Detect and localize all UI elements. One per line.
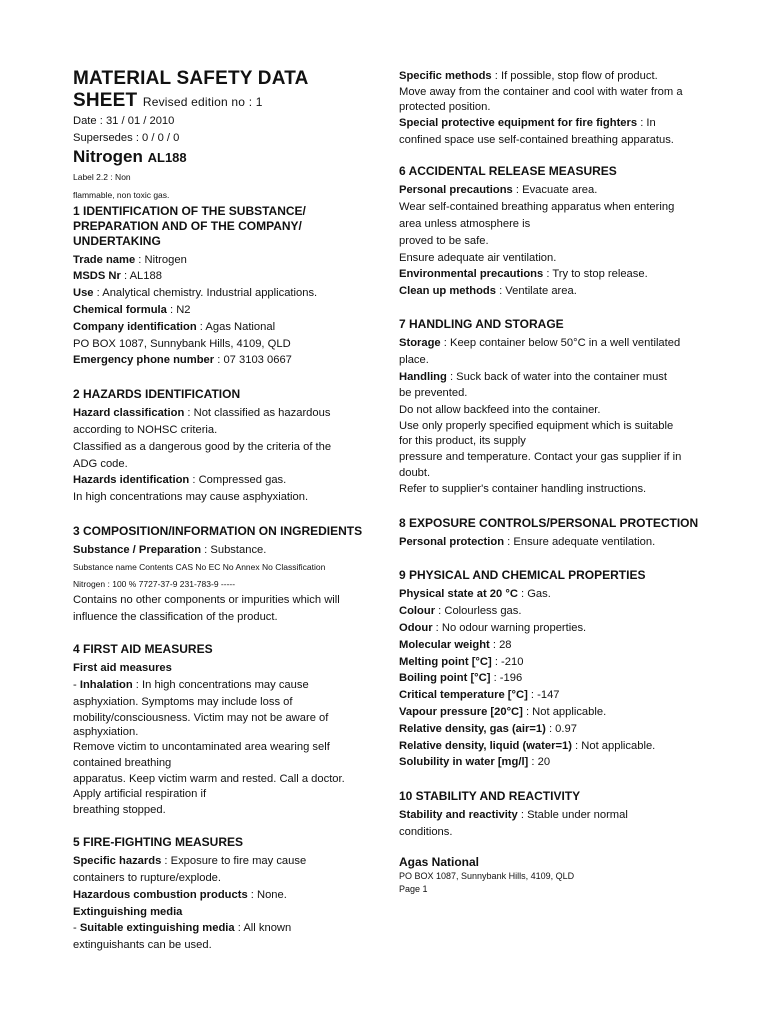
text-line: Apply artificial respiration if <box>73 788 207 801</box>
text-line: proved to be safe. <box>399 234 489 247</box>
property-row: Colour : Colourless gas. <box>399 605 522 618</box>
right-column <box>399 68 699 896</box>
property-row: Melting point [°C] : -210 <box>399 655 524 668</box>
suitable-media-row: - Suitable extinguishing media : All known <box>73 922 292 935</box>
text-line: Move away from the container and cool with water from a <box>399 85 683 98</box>
text-line: Do not allow backfeed into the container. <box>399 404 601 417</box>
hazard-class-row: Hazard classification : Not classified as hazardous <box>73 407 331 420</box>
revised-edition: Revised edition no : 1 <box>142 95 263 109</box>
property-row: Critical temperature [°C] : -147 <box>399 689 560 702</box>
property-row: Relative density, liquid (water=1) : Not applicable. <box>399 739 656 752</box>
page-number: Page 1 <box>399 883 428 894</box>
product-name-row <box>73 147 373 168</box>
fire-fighter-ppe-row: Special protective equipment for fire fighters : In <box>399 116 656 129</box>
text-line: extinguishants can be used. <box>73 939 212 952</box>
storage-row: Storage : Keep container below 50°C in a well ventilated <box>399 336 681 349</box>
text-line: area unless atmosphere is <box>399 217 531 230</box>
document-title <box>73 68 373 113</box>
property-row: Molecular weight : 28 <box>399 638 512 651</box>
section-3-heading: 3 COMPOSITION/INFORMATION ON INGREDIENTS <box>73 523 363 538</box>
text-line: containers to rupture/explode. <box>73 871 222 884</box>
text-line: doubt. <box>399 466 431 479</box>
text-line: ADG code. <box>73 457 128 470</box>
environmental-precautions-row: Environmental precautions : Try to stop release. <box>399 268 648 281</box>
stability-row: Stability and reactivity : Stable under normal <box>399 809 628 822</box>
msds-row: MSDS Nr : AL188 <box>73 270 162 283</box>
footer-address: PO BOX 1087, Sunnybank Hills, 4109, QLD <box>399 870 575 881</box>
handling-row: Handling : Suck back of water into the container must <box>399 370 667 383</box>
text-line: asphyxiation. <box>73 725 139 738</box>
composition-table-header: Substance name Contents CAS No EC No Annex No Classification <box>73 561 326 572</box>
property-row: Relative density, gas (air=1) : 0.97 <box>399 722 577 735</box>
text-line: mobility/consciousness. Victim may not be aware of <box>73 711 329 724</box>
emergency-phone-row: Emergency phone number : 07 3103 0667 <box>73 354 292 367</box>
text-line: Ensure adequate air ventilation. <box>399 251 557 264</box>
personal-protection-row: Personal protection : Ensure adequate ventilation. <box>399 535 656 548</box>
product-name: Nitrogen <box>73 146 143 166</box>
text-line: asphyxiation. Symptoms may include loss of <box>73 695 293 708</box>
specific-methods-row: Specific methods : If possible, stop flow of product. <box>399 70 658 82</box>
section-5-heading: 5 FIRE-FIGHTING MEASURES <box>73 835 244 850</box>
property-row: Odour : No odour warning properties. <box>399 621 587 634</box>
section-7-heading: 7 HANDLING AND STORAGE <box>399 316 564 331</box>
composition-table-row: Nitrogen : 100 % 7727-37-9 231-783-9 ----- <box>73 578 236 589</box>
left-column <box>73 68 373 954</box>
text-line: Refer to supplier's container handling instructions. <box>399 482 647 495</box>
text-line: place. <box>399 353 429 366</box>
text-line: Use only properly specified equipment which is suitable <box>399 419 674 432</box>
property-row: Physical state at 20 °C : Gas. <box>399 588 551 601</box>
inhalation-row: - Inhalation : In high concentrations may cause <box>73 679 309 692</box>
company-row: Company identification : Agas National <box>73 320 276 333</box>
date: Date : 31 / 01 / 2010 <box>73 115 175 127</box>
first-aid-subheading: First aid measures <box>73 662 172 675</box>
clean-up-methods-row: Clean up methods : Ventilate area. <box>399 285 577 298</box>
text-line: breathing stopped. <box>73 804 166 817</box>
text-line: influence the classification of the product. <box>73 610 278 623</box>
text-line: Remove victim to uncontaminated area wearing self <box>73 740 330 753</box>
section-2-heading: 2 HAZARDS IDENTIFICATION <box>73 387 241 402</box>
supersedes: Supersedes : 0 / 0 / 0 <box>73 131 180 144</box>
property-row: Vapour pressure [20°C] : Not applicable. <box>399 705 607 718</box>
company-address: PO BOX 1087, Sunnybank Hills, 4109, QLD <box>73 337 291 350</box>
text-line: according to NOHSC criteria. <box>73 423 218 436</box>
section-4-heading: 4 FIRST AID MEASURES <box>73 642 213 657</box>
hazard-ident-row: Hazards identification : Compressed gas. <box>73 474 287 487</box>
properties-list <box>399 586 699 771</box>
text-line: conditions. <box>399 825 453 838</box>
title-line-2: SHEET <box>73 90 138 111</box>
text-line: In high concentrations may cause asphyxiation. <box>73 491 309 504</box>
substance-row: Substance / Preparation : Substance. <box>73 543 267 556</box>
text-line: confined space use self-contained breathing apparatus. <box>399 133 674 146</box>
trade-name-row: Trade name : Nitrogen <box>73 253 187 266</box>
text-line: Wear self-contained breathing apparatus when entering <box>399 201 675 214</box>
section-10-heading: 10 STABILITY AND REACTIVITY <box>399 789 581 804</box>
label-line-2: flammable, non toxic gas. <box>73 189 170 200</box>
text-line: Contains no other components or impurities which will <box>73 593 340 606</box>
use-row: Use : Analytical chemistry. Industrial applications. <box>73 287 318 300</box>
chemical-formula-row: Chemical formula : N2 <box>73 303 191 316</box>
text-line: protected position. <box>399 100 491 113</box>
footer-company: Agas National <box>399 854 480 869</box>
section-8-heading: 8 EXPOSURE CONTROLS/PERSONAL PROTECTION <box>399 515 699 530</box>
property-row: Solubility in water [mg/l] : 20 <box>399 756 551 769</box>
text-line: apparatus. Keep victim warm and rested. Call a doctor. <box>73 772 345 785</box>
title-line-1: MATERIAL SAFETY DATA <box>73 68 309 89</box>
label-line-1: Label 2.2 : Non <box>73 171 131 182</box>
text-line: pressure and temperature. Contact your gas supplier if in <box>399 450 682 463</box>
personal-precautions-row: Personal precautions : Evacuate area. <box>399 184 598 197</box>
section-9-heading: 9 PHYSICAL AND CHEMICAL PROPERTIES <box>399 568 646 583</box>
combustion-products-row: Hazardous combustion products : None. <box>73 888 287 901</box>
text-line: be prevented. <box>399 387 468 400</box>
property-row: Boiling point [°C] : -196 <box>399 672 523 685</box>
text-line: Classified as a dangerous good by the criteria of the <box>73 440 332 453</box>
text-line: for this product, its supply <box>399 434 526 447</box>
text-line: contained breathing <box>73 756 172 769</box>
extinguishing-media-subheading: Extinguishing media <box>73 905 183 918</box>
section-1-heading: 1 IDENTIFICATION OF THE SUBSTANCE/ PREPARATION AND OF THE COMPANY/ UNDERTAKING <box>73 203 306 248</box>
section-6-heading: 6 ACCIDENTAL RELEASE MEASURES <box>399 164 617 179</box>
product-code: AL188 <box>147 149 187 165</box>
specific-hazards-row: Specific hazards : Exposure to fire may cause <box>73 855 307 868</box>
